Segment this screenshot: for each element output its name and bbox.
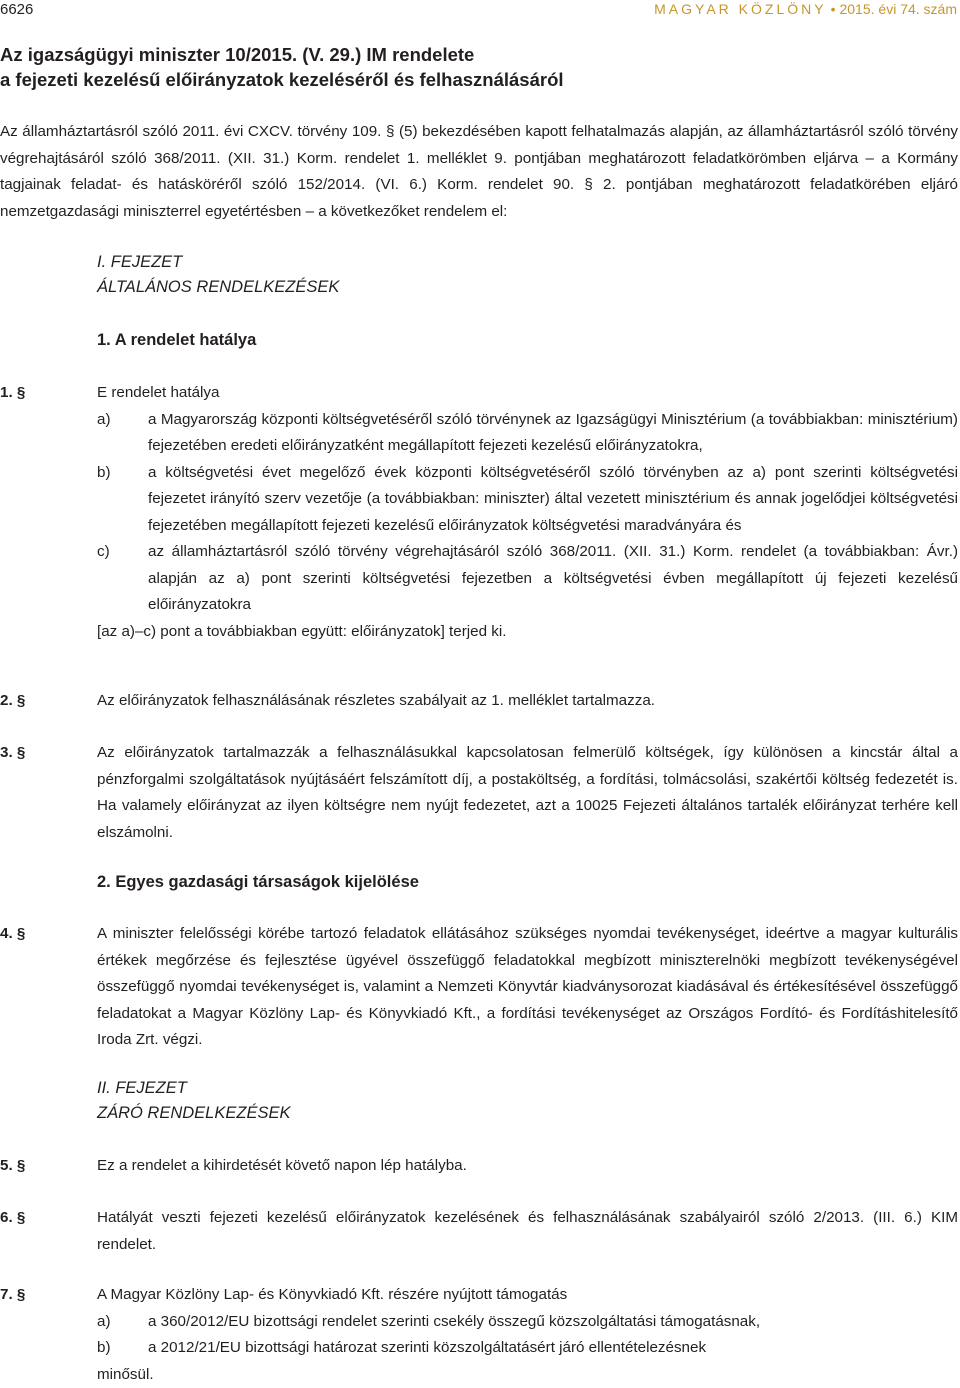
paragraph-6-number: 6. § bbox=[0, 1205, 25, 1232]
paragraph-3-text: Az előirányzatok tartalmazzák a felhasználásukkal kapcsolatosan felmerülő költségek, így különösen a kincstár által a pénzforgalmi szolgáltatások nyújtásáért felszámított díj, a postaköltség, a fordítási, tolmácsolási, szakértői költség fedezetét is. Ha valamely előirányzat az ilyen költségre nem nyújt fedezetet, azt a 10025 Fejezeti általános tartalék előirányzat terhére kell elszámolni. bbox=[97, 740, 958, 846]
paragraph-2-number: 2. § bbox=[0, 688, 25, 715]
paragraph-7-item-a bbox=[97, 1309, 958, 1336]
paragraph-2-text: Az előirányzatok felhasználásának részletes szabályait az 1. melléklet tartalmazza. bbox=[97, 688, 958, 715]
paragraph-6 bbox=[0, 1205, 958, 1258]
item-label: b) bbox=[97, 460, 111, 487]
paragraph-3 bbox=[0, 740, 958, 846]
decree-title-line-2: a fejezeti kezelésű előirányzatok kezeléséről és felhasználásáról bbox=[0, 67, 900, 92]
paragraph-5-text: Ez a rendelet a kihirdetését követő napon lép hatályba. bbox=[97, 1153, 958, 1180]
paragraph-1-item-c bbox=[97, 539, 958, 619]
decree-title bbox=[0, 42, 900, 92]
header-separator: • bbox=[831, 1, 836, 17]
section-2-heading: 2. Egyes gazdasági társaságok kijelölése bbox=[97, 871, 419, 893]
paragraph-7-item-b bbox=[97, 1335, 958, 1362]
item-text: a költségvetési évet megelőző évek központi költségvetéséről szóló törvényben az a) pont szerinti költségvetési fejezetet irányító szerv vezetője (a továbbiakban: miniszter) által vezetett minisztérium és annak jogelődjei költségvetési fejezetében megállapított fejezeti kezelésű előirányzatok költségvetési maradványára és bbox=[148, 460, 958, 540]
chapter-2-title: ZÁRÓ RENDELKEZÉSEK bbox=[97, 1101, 290, 1126]
paragraph-1-trailer: [az a)–c) pont a továbbiakban együtt: előirányzatok] terjed ki. bbox=[97, 619, 958, 646]
paragraph-4-text: A miniszter felelősségi körébe tartozó feladatok ellátásához szükséges nyomdai tevékenységet, ideértve a magyar kulturális értékek megőrzése és fejlesztése ügyével összefüggő feladatokkal megbízott miniszterelnöki megbízott tevékenységével összefüggő nyomdai tevékenységet is, valamint a Nemzeti Könyvtár kiadványsorozat kiadásával és értékesítésével összefüggő feladatokat a Magyar Közlöny Lap- és Könyvkiadó Kft., a fordítási tevékenységet az Országos Fordító- és Fordításhitelesítő Iroda Zrt. végzi. bbox=[97, 921, 958, 1054]
preamble: Az államháztartásról szóló 2011. évi CXCV. törvény 109. § (5) bekezdésében kapott felhatalmazás alapján, az államháztartásról szóló törvény végrehajtásáról szóló 368/2011. (XII. 31.) Korm. rendelet 1. melléklet 9. pontjában meghatározott feladatkörömben eljárva – a Kormány tagjainak feladat- és hatásköréről szóló 152/2014. (VI. 6.) Korm. rendelet 90. § 2. pontjában meghatározott feladatkörében eljáró nemzetgazdasági miniszterrel egyetértésben – a következőket rendelem el: bbox=[0, 119, 958, 225]
chapter-1-number: I. FEJEZET bbox=[97, 250, 339, 275]
paragraph-7-body bbox=[97, 1282, 958, 1388]
item-label: a) bbox=[97, 407, 111, 434]
item-label: b) bbox=[97, 1335, 111, 1362]
paragraph-1-body bbox=[97, 380, 958, 645]
paragraph-5-number: 5. § bbox=[0, 1153, 25, 1180]
paragraph-2 bbox=[0, 688, 958, 715]
journal-name: MAGYAR KÖZLÖNY bbox=[654, 1, 826, 17]
item-text: a 2012/21/EU bizottsági határozat szerinti közszolgáltatásért járó ellentételezésnek bbox=[148, 1335, 958, 1362]
item-text: az államháztartásról szóló törvény végrehajtásáról szóló 368/2011. (XII. 31.) Korm. rendelet (a továbbiakban: Ávr.) alapján az a) pont szerinti költségvetési fejezetben a költségvetési évben megállapított új fejezeti kezelésű előirányzatokra bbox=[148, 539, 958, 619]
page-number: 6626 bbox=[0, 1, 33, 18]
paragraph-4-number: 4. § bbox=[0, 921, 25, 948]
paragraph-1-lead: E rendelet hatálya bbox=[97, 380, 958, 407]
decree-title-line-1: Az igazságügyi miniszter 10/2015. (V. 29.) IM rendelete bbox=[0, 42, 900, 67]
chapter-2-heading bbox=[97, 1076, 290, 1126]
section-1-heading: 1. A rendelet hatálya bbox=[97, 329, 256, 351]
paragraph-4 bbox=[0, 921, 958, 1054]
chapter-1-heading bbox=[97, 250, 339, 300]
paragraph-7-number: 7. § bbox=[0, 1282, 25, 1309]
paragraph-6-text: Hatályát veszti fejezeti kezelésű előirányzatok kezelésének és felhasználásának szabályairól szóló 2/2013. (III. 6.) KIM rendelet. bbox=[97, 1205, 958, 1258]
paragraph-1-item-a bbox=[97, 407, 958, 460]
item-text: a Magyarország központi költségvetéséről szóló törvénynek az Igazságügyi Minisztérium (a továbbiakban: minisztérium) fejezetében eredeti előirányzatként megállapított fejezeti kezelésű előirányzatokra, bbox=[148, 407, 958, 460]
paragraph-7 bbox=[0, 1282, 958, 1388]
paragraph-1-item-b bbox=[97, 460, 958, 540]
paragraph-3-number: 3. § bbox=[0, 740, 25, 767]
chapter-2-number: II. FEJEZET bbox=[97, 1076, 290, 1101]
paragraph-1 bbox=[0, 380, 958, 645]
paragraph-5 bbox=[0, 1153, 958, 1180]
journal-header bbox=[654, 1, 957, 17]
item-text: a 360/2012/EU bizottsági rendelet szerinti csekély összegű közszolgáltatási támogatásnak, bbox=[148, 1309, 958, 1336]
paragraph-1-number: 1. § bbox=[0, 380, 25, 407]
paragraph-7-lead: A Magyar Közlöny Lap- és Könyvkiadó Kft. részére nyújtott támogatás bbox=[97, 1282, 958, 1309]
item-label: c) bbox=[97, 539, 110, 566]
item-label: a) bbox=[97, 1309, 111, 1336]
journal-issue: 2015. évi 74. szám bbox=[839, 1, 957, 17]
chapter-1-title: ÁLTALÁNOS RENDELKEZÉSEK bbox=[97, 275, 339, 300]
paragraph-7-trailer: minősül. bbox=[97, 1362, 958, 1388]
page-header bbox=[0, 0, 960, 24]
